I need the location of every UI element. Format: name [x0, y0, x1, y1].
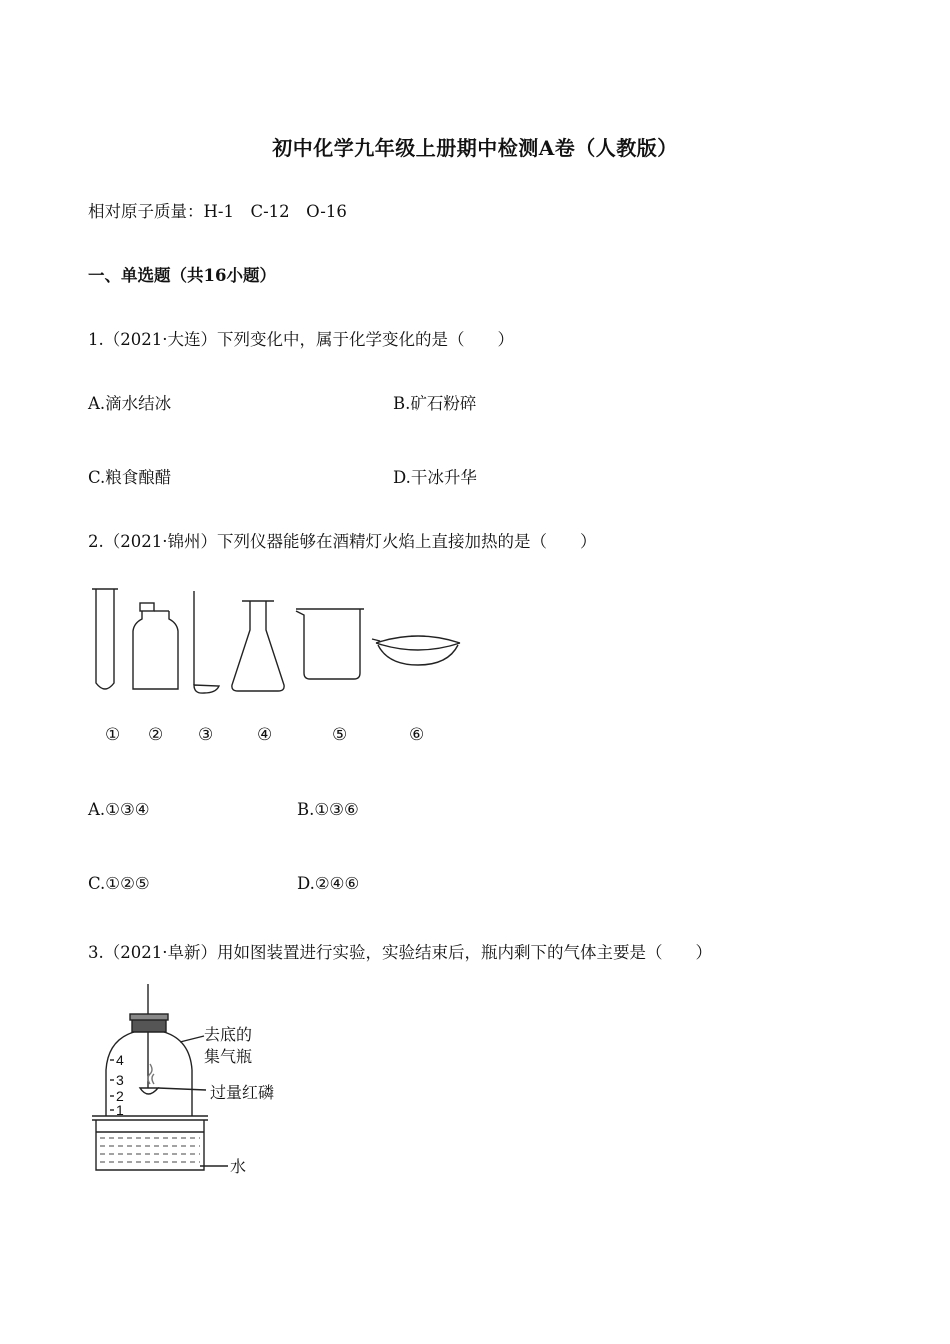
scale-label-3: 3 — [116, 1072, 124, 1088]
figure-label-3: ③ — [198, 725, 214, 745]
beaker-icon — [296, 609, 364, 679]
figure-label-5: ⑤ — [332, 725, 348, 745]
figure-label-1: ① — [105, 725, 121, 745]
red-phosphorus-experiment-figure — [88, 980, 318, 1180]
evaporating-dish-icon — [372, 636, 460, 665]
figure-label-4: ④ — [257, 725, 273, 745]
section-heading: 一、单选题（共16小题） — [88, 266, 276, 285]
question-2-option-a[interactable]: A.①③④ — [88, 800, 150, 819]
label-bottle-line2: 集气瓶 — [204, 1049, 253, 1066]
question-1-option-a[interactable]: A.滴水结冰 — [88, 394, 172, 413]
question-1-stem: 1.（2021·大连）下列变化中，属于化学变化的是（ ） — [88, 330, 514, 349]
scale-label-1: 1 — [116, 1102, 124, 1118]
question-1-option-c[interactable]: C.粮食酿醋 — [88, 468, 172, 487]
label-water: 水 — [230, 1159, 247, 1176]
conical-flask-icon — [232, 601, 284, 691]
page-title: 初中化学九年级上册期中检测A卷（人教版） — [272, 136, 678, 160]
atomic-mass-line: 相对原子质量：H-1 C-12 O-16 — [88, 202, 347, 221]
figure-label-6: ⑥ — [409, 725, 425, 745]
figure-label-2: ② — [148, 725, 164, 745]
scale-label-2: 2 — [116, 1088, 124, 1104]
question-2-option-c[interactable]: C.①②⑤ — [88, 874, 150, 893]
label-phosphorus: 过量红磷 — [210, 1085, 275, 1102]
question-1-option-b[interactable]: B.矿石粉碎 — [393, 394, 477, 413]
question-2-option-b[interactable]: B.①③⑥ — [297, 800, 359, 819]
scale-label-4: 4 — [116, 1052, 124, 1068]
question-1-option-d[interactable]: D.干冰升华 — [393, 468, 477, 487]
lab-apparatus-figure — [88, 585, 468, 700]
combustion-spoon-icon — [194, 591, 219, 693]
reagent-bottle-icon — [133, 603, 178, 689]
question-2-option-d[interactable]: D.②④⑥ — [297, 874, 360, 893]
label-bottle-line1: 去底的 — [204, 1027, 253, 1044]
question-2-stem: 2.（2021·锦州）下列仪器能够在酒精灯火焰上直接加热的是（ ） — [88, 532, 597, 551]
question-3-stem: 3.（2021·阜新）用如图装置进行实验，实验结束后，瓶内剩下的气体主要是（ ） — [88, 943, 712, 962]
test-tube-icon — [92, 589, 118, 689]
